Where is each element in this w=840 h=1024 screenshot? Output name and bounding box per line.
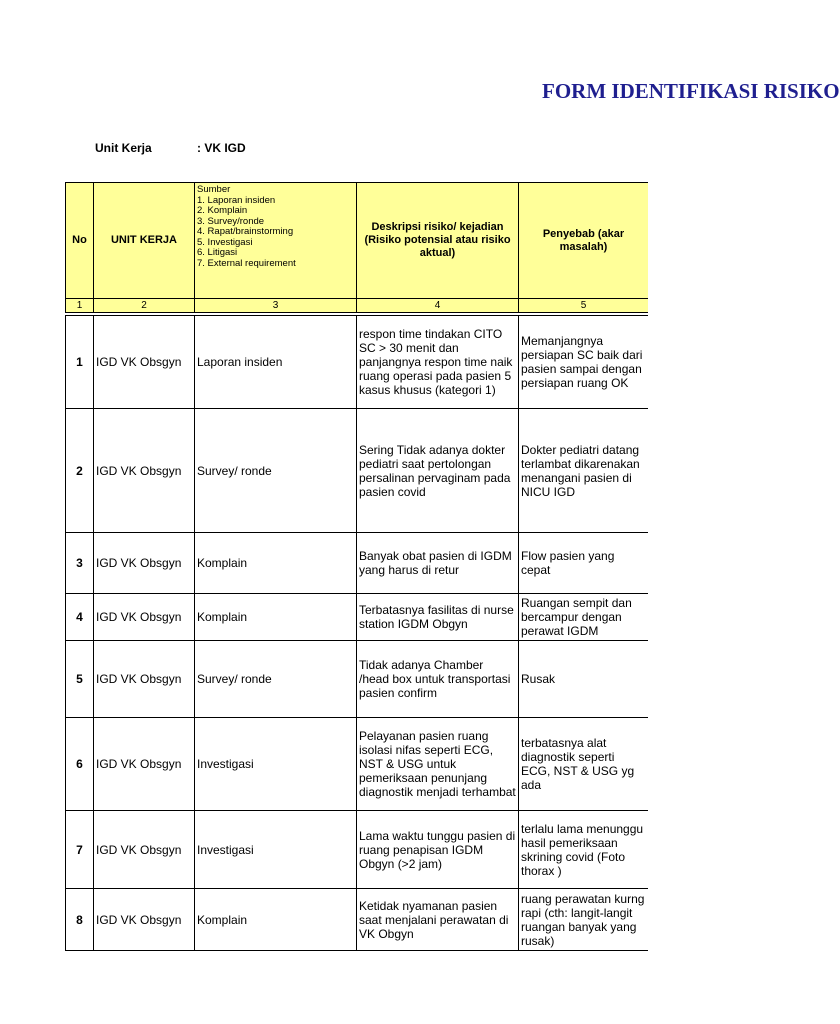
header-deskripsi: Deskripsi risiko/ kejadian (Risiko potensial atau risiko aktual) bbox=[356, 182, 519, 299]
row-number: 5 bbox=[65, 640, 94, 718]
sumber-item: 1. Laporan insiden bbox=[197, 194, 276, 206]
row-deskripsi: respon time tindakan CITO SC > 30 menit dan panjangnya respon time naik ruang operasi pada pasien 5 kasus khusus (kategori 1) bbox=[356, 315, 519, 409]
header-sumber bbox=[194, 182, 357, 299]
row-deskripsi: Tidak adanya Chamber /head box untuk transportasi pasien confirm bbox=[356, 640, 519, 718]
row-number: 8 bbox=[65, 888, 94, 951]
row-unit: IGD VK Obsgyn bbox=[93, 532, 195, 594]
header-no: No bbox=[65, 182, 94, 299]
row-number: 1 bbox=[65, 315, 94, 409]
row-sumber: Survey/ ronde bbox=[194, 408, 357, 533]
column-number: 2 bbox=[93, 298, 195, 313]
row-unit: IGD VK Obsgyn bbox=[93, 640, 195, 718]
row-deskripsi: Banyak obat pasien di IGDM yang harus di retur bbox=[356, 532, 519, 594]
row-deskripsi: Ketidak nyamanan pasien saat menjalani perawatan di VK Obgyn bbox=[356, 888, 519, 951]
sumber-heading: Sumber bbox=[197, 184, 231, 195]
row-number: 4 bbox=[65, 593, 94, 641]
sumber-item: 2. Komplain bbox=[197, 205, 248, 216]
row-sumber: Laporan insiden bbox=[194, 315, 357, 409]
sumber-item: 3. Survey/ronde bbox=[197, 215, 265, 227]
row-penyebab: terlalu lama menunggu hasil pemeriksaan skrining covid (Foto thorax ) bbox=[518, 810, 648, 889]
header-penyebab: Penyebab (akar masalah) bbox=[518, 182, 648, 299]
unit-kerja-label: Unit Kerja bbox=[95, 141, 152, 155]
row-penyebab: Ruangan sempit dan bercampur dengan perawat IGDM bbox=[518, 593, 648, 641]
row-deskripsi: Sering Tidak adanya dokter pediatri saat pertolongan persalinan pervaginam pada pasien covid bbox=[356, 408, 519, 533]
sumber-item: 4. Rapat/brainstorming bbox=[197, 226, 294, 237]
header-unit-kerja: UNIT KERJA bbox=[93, 182, 195, 299]
row-penyebab: terbatasnya alat diagnostik seperti ECG, NST & USG yg ada bbox=[518, 717, 648, 811]
row-sumber: Komplain bbox=[194, 593, 357, 641]
row-sumber: Investigasi bbox=[194, 810, 357, 889]
row-number: 6 bbox=[65, 717, 94, 811]
column-number: 5 bbox=[518, 298, 648, 313]
row-sumber: Komplain bbox=[194, 532, 357, 594]
row-unit: IGD VK Obsgyn bbox=[93, 717, 195, 811]
row-penyebab: Rusak bbox=[518, 640, 648, 718]
unit-kerja-value: : VK IGD bbox=[197, 141, 246, 155]
column-number: 4 bbox=[356, 298, 519, 313]
form-title: FORM IDENTIFIKASI RISIKO bbox=[542, 79, 840, 103]
row-sumber: Survey/ ronde bbox=[194, 640, 357, 718]
column-number: 3 bbox=[194, 298, 357, 313]
row-sumber: Investigasi bbox=[194, 717, 357, 811]
sumber-item: 5. Investigasi bbox=[197, 236, 253, 248]
row-deskripsi: Lama waktu tunggu pasien di ruang penapisan IGDM Obgyn (>2 jam) bbox=[356, 810, 519, 889]
sumber-item: 7. External requirement bbox=[197, 257, 296, 269]
row-deskripsi: Terbatasnya fasilitas di nurse station IGDM Obgyn bbox=[356, 593, 519, 641]
row-unit: IGD VK Obsgyn bbox=[93, 593, 195, 641]
row-unit: IGD VK Obsgyn bbox=[93, 888, 195, 951]
row-unit: IGD VK Obsgyn bbox=[93, 408, 195, 533]
row-number: 2 bbox=[65, 408, 94, 533]
row-penyebab: Flow pasien yang cepat bbox=[518, 532, 648, 594]
column-number: 1 bbox=[65, 298, 94, 313]
row-penyebab: Dokter pediatri datang terlambat dikarenakan menangani pasien di NICU IGD bbox=[518, 408, 648, 533]
row-number: 3 bbox=[65, 532, 94, 594]
row-penyebab: ruang perawatan kurng rapi (cth: langit-langit ruangan banyak yang rusak) bbox=[518, 888, 648, 951]
sumber-item: 6. Litigasi bbox=[197, 247, 238, 258]
row-number: 7 bbox=[65, 810, 94, 889]
row-unit: IGD VK Obsgyn bbox=[93, 315, 195, 409]
row-sumber: Komplain bbox=[194, 888, 357, 951]
row-unit: IGD VK Obsgyn bbox=[93, 810, 195, 889]
row-deskripsi: Pelayanan pasien ruang isolasi nifas seperti ECG, NST & USG untuk pemeriksaan penunjang diagnostik menjadi terhambat bbox=[356, 717, 519, 811]
row-penyebab: Memanjangnya persiapan SC baik dari pasien sampai dengan persiapan ruang OK bbox=[518, 315, 648, 409]
